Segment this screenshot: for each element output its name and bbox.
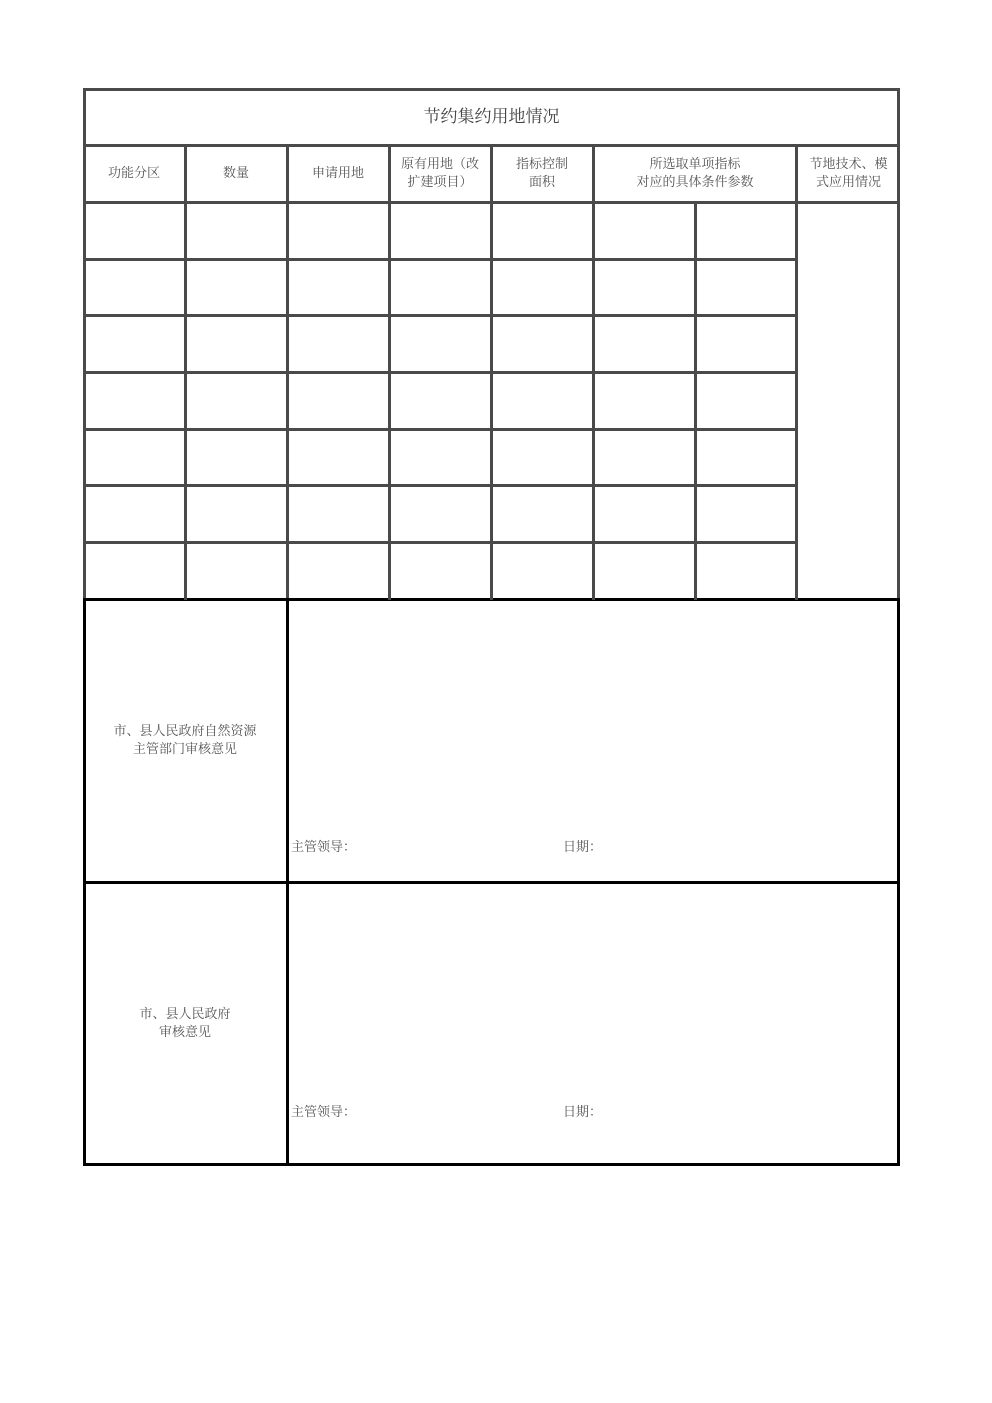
col-line-6 xyxy=(694,202,697,600)
review1-label xyxy=(83,600,287,882)
header-function-zone xyxy=(83,146,185,202)
header-selected-index-params-line2: 对应的具体条件参数 xyxy=(636,175,754,190)
review2-date-label: 日期： xyxy=(563,1105,603,1120)
header-selected-index-params xyxy=(593,146,797,202)
header-quantity-text: 数量 xyxy=(222,166,249,181)
header-quantity xyxy=(185,146,287,202)
land-use-form xyxy=(83,88,900,1166)
review1-label-line2: 主管部门审核意见 xyxy=(132,742,237,757)
review2-leader-label: 主管领导： xyxy=(291,1105,357,1120)
border-right-top xyxy=(897,88,900,600)
border-left-top xyxy=(83,88,86,600)
header-land-saving-tech xyxy=(797,146,900,202)
header-applied-land xyxy=(287,146,389,202)
header-index-control-area-line2: 面积 xyxy=(528,175,555,190)
col-line-5 xyxy=(592,146,595,600)
col-line-3 xyxy=(388,146,391,600)
header-land-saving-tech-line2: 式应用情况 xyxy=(815,175,881,190)
header-land-saving-tech-line1: 节地技术、模 xyxy=(809,157,888,172)
header-index-control-area-line1: 指标控制 xyxy=(515,157,568,172)
header-existing-land-line2: 扩建项目） xyxy=(407,175,473,190)
review1-date-label: 日期： xyxy=(563,840,603,855)
row-line-6 xyxy=(83,541,797,544)
header-selected-index-params-line1: 所选取单项指标 xyxy=(649,157,741,172)
review2-label-line2: 审核意见 xyxy=(158,1025,211,1040)
header-existing-land xyxy=(389,146,491,202)
header-applied-land-text: 申请用地 xyxy=(311,166,364,181)
col-line-2 xyxy=(286,146,289,600)
border-top xyxy=(83,88,900,91)
col-line-4 xyxy=(490,146,493,600)
review-divider-horizontal xyxy=(83,881,900,884)
review1-label-line1: 市、县人民政府自然资源 xyxy=(113,724,257,739)
header-existing-land-line1: 原有用地（改 xyxy=(400,157,479,172)
row-line-1 xyxy=(83,258,797,261)
row-line-5 xyxy=(83,484,797,487)
border-bottom xyxy=(83,1163,900,1166)
header-index-control-area xyxy=(491,146,593,202)
review2-label xyxy=(83,884,287,1164)
review2-label-line1: 市、县人民政府 xyxy=(139,1007,231,1022)
col-line-7 xyxy=(795,146,798,600)
col-line-1 xyxy=(184,146,187,600)
row-line-2 xyxy=(83,314,797,317)
row-line-4 xyxy=(83,428,797,431)
section-title-text: 节约集约用地情况 xyxy=(423,107,560,127)
header-function-zone-text: 功能分区 xyxy=(107,166,160,181)
section-title xyxy=(83,88,900,146)
review1-leader-label: 主管领导： xyxy=(291,840,357,855)
row-line-3 xyxy=(83,371,797,374)
